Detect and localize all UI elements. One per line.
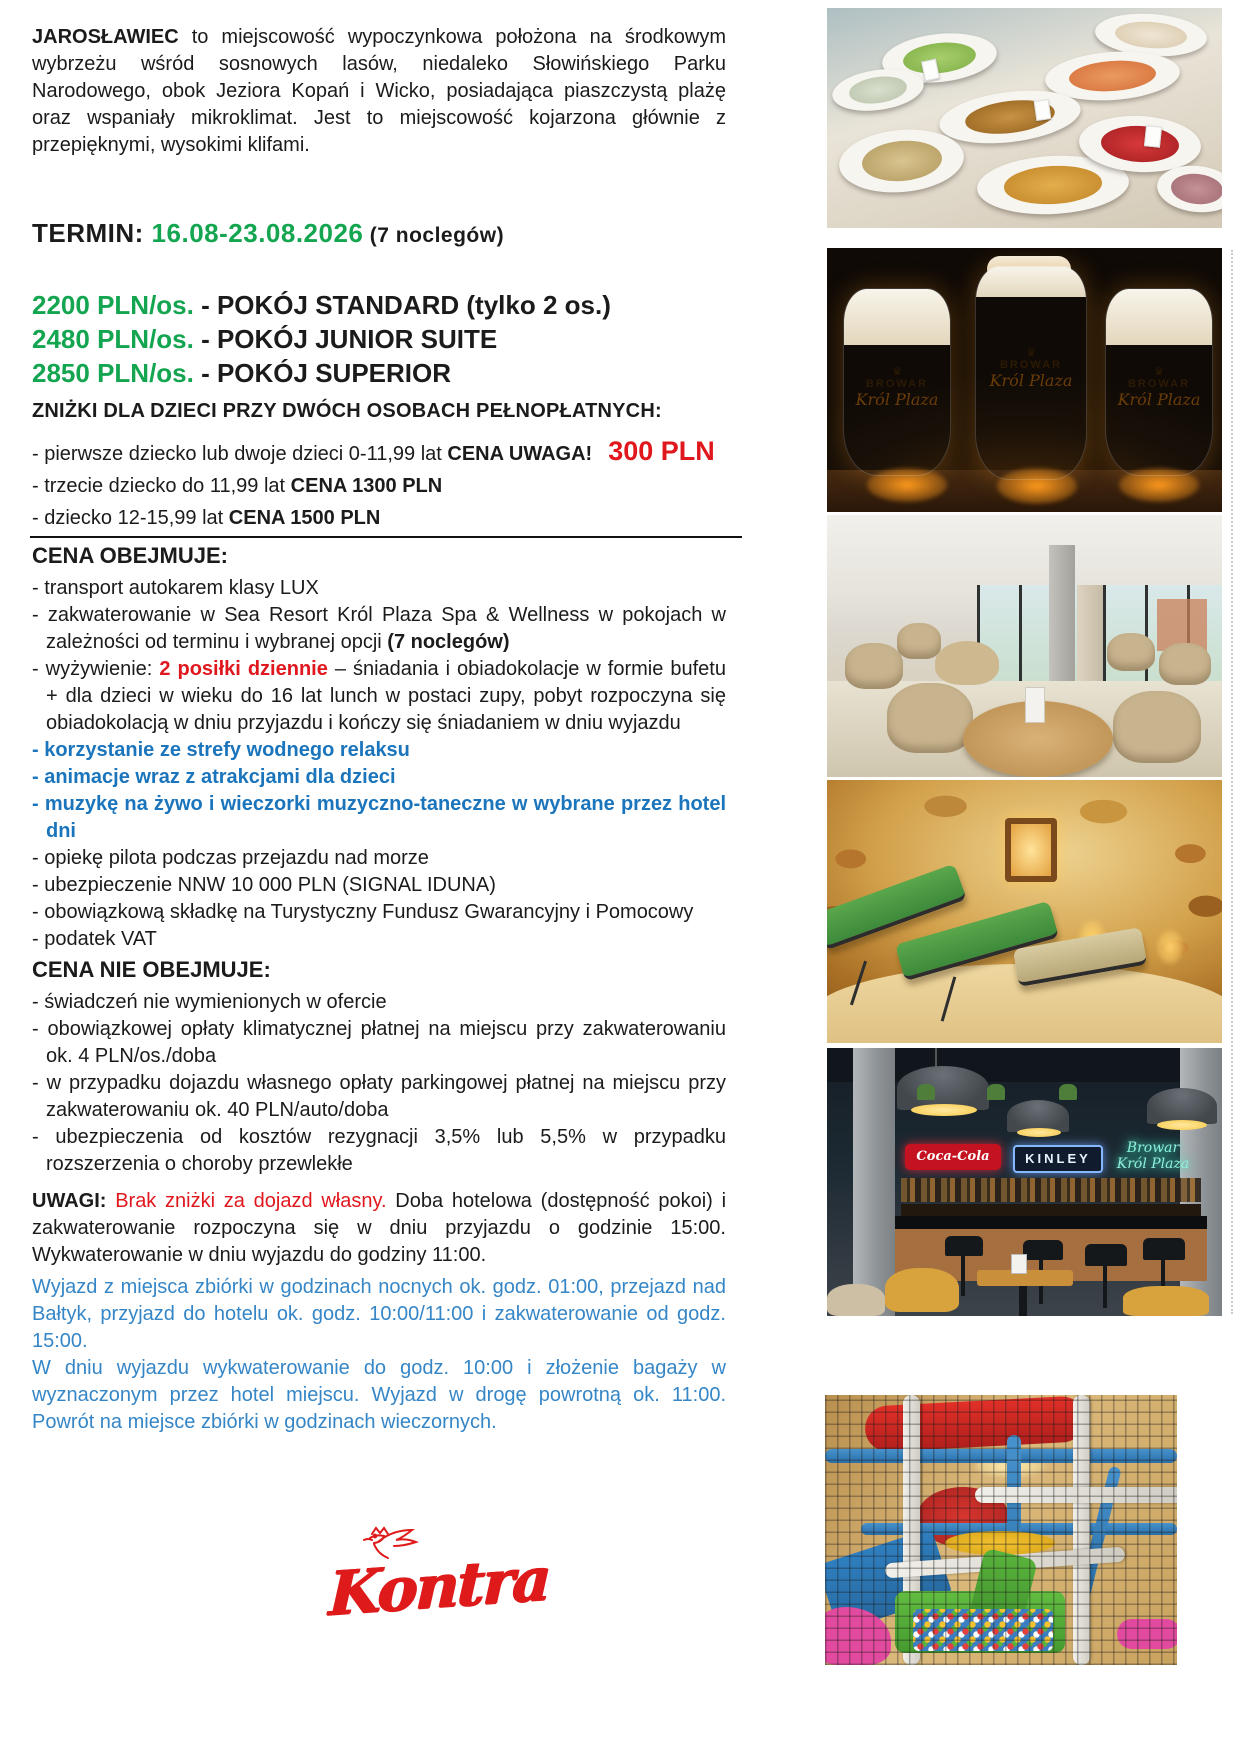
salad [901, 39, 977, 77]
discount-cena: CENA 1300 PLN [290, 475, 443, 497]
uwagi-rest: Doba hotelowa (dostępność pokoi) i zakwaterowanie rozpoczyna się w dniu przyjazdu o godzinie 15:00. Wykwaterowanie w dniu wyjazdu do godziny 11:00. [32, 1190, 727, 1266]
discount-item-1 [32, 435, 732, 470]
glass-label [976, 348, 1086, 390]
photo-salt-cave [827, 780, 1222, 1043]
intro-paragraph [32, 24, 726, 159]
photo-buffet [827, 8, 1222, 228]
include-meals-red: 2 posiłki dziennie [159, 658, 328, 680]
include-item: - obowiązkową składkę na Turystyczny Fundusz Gwarancyjny i Pomocowy [32, 901, 694, 923]
stool-leg [961, 1256, 965, 1296]
beer-foam [976, 267, 1086, 297]
include-item-live-music: - muzykę na żywo i wieczorki muzyczno-taneczne w wybrane przez hotel dni [32, 793, 726, 842]
beer-foam [844, 289, 950, 345]
lamp-glow [1157, 1120, 1207, 1130]
bar-stool [945, 1236, 983, 1256]
discount-text: - pierwsze dziecko lub dwoje dzieci 0-11,99 lat [32, 443, 448, 465]
rice-dish [1114, 19, 1187, 51]
curtain [1077, 585, 1103, 685]
discount-text: - dziecko 12-15,99 lat [32, 507, 229, 529]
beige-armchair [827, 1284, 885, 1316]
menu-card [1025, 687, 1045, 723]
schedule-departure: Wyjazd z miejsca zbiórki w godzinach nocnych ok. godz. 01:00, przejazd nad Bałtyk, przyjazd do hotelu ok. godz. 10:00/11:00 i zakwaterowanie od godz. 15:00. [32, 1276, 726, 1352]
uwagi-label: UWAGI: [32, 1190, 116, 1212]
pillar [1049, 545, 1075, 695]
schedule-paragraphs [32, 1274, 726, 1436]
yellow-armchair [1123, 1286, 1209, 1316]
crown-icon: ♛ [1026, 346, 1036, 359]
armchair [897, 623, 941, 659]
plate-herring [830, 64, 927, 116]
glass-brand-script: Król Plaza [1117, 390, 1201, 410]
wooden-lantern [1005, 818, 1057, 882]
termin-nights: (7 noclegów) [363, 224, 505, 247]
armchair-foreground [887, 683, 973, 753]
discount-item-2 [32, 470, 732, 502]
termin-date: 16.08-23.08.2026 [151, 218, 364, 248]
include-item: - ubezpieczenie NNW 10 000 PLN (SIGNAL IDUNA) [32, 874, 496, 896]
price-line-superior [32, 356, 611, 390]
crown-icon: ♛ [1154, 366, 1164, 379]
buffet-label-card [1144, 125, 1162, 148]
exclude-item: - w przypadku dojazdu własnego opłaty parkingowej płatnej na miejscu przy zakwaterowaniu ok. 40 PLN/auto/doba [32, 1072, 726, 1121]
neon-browar-line2: Król Plaza [1116, 1156, 1190, 1172]
price-line-standard [32, 288, 611, 322]
neon-sign-kinley: KINLEY [1013, 1145, 1103, 1173]
yellow-armchair [885, 1268, 959, 1312]
section-divider [30, 536, 742, 538]
photo-beer-glasses [827, 248, 1222, 512]
photo-hotel-bar [827, 1048, 1222, 1316]
neon-sign-cola: Coca-Cola [905, 1144, 1001, 1170]
page-edge-guide [1231, 250, 1233, 1314]
exclude-item: - obowiązkowej opłaty klimatycznej płatnej na miejscu przy zakwaterowaniu ok. 4 PLN/os./doba [32, 1018, 726, 1067]
glass-brand-script: Król Plaza [989, 370, 1073, 390]
exclude-item: - świadczeń nie wymienionych w ofercie [32, 991, 387, 1013]
armchair-foreground [1113, 691, 1201, 763]
includes-section [32, 542, 726, 953]
include-item-animations: - animacje wraz z atrakcjami dla dzieci [32, 766, 396, 788]
price-list [32, 288, 611, 390]
termin-heading [32, 218, 504, 249]
include-text: - wyżywienie: [32, 658, 160, 680]
price-amount: 2480 PLN/os. [32, 324, 194, 354]
discount-cena: CENA UWAGA! [447, 443, 593, 465]
armchair [1159, 643, 1211, 685]
include-text: - zakwaterowanie w Sea Resort Król Plaza Spa & Wellness w pokojach w zależności od terminu i wybranej opcji [32, 604, 726, 653]
armchair [1107, 633, 1155, 671]
neon-browar-line1: Browar [1126, 1140, 1180, 1156]
excludes-section [32, 956, 726, 1178]
lamp-glow [1017, 1128, 1061, 1137]
include-item: - transport autokarem klasy LUX [32, 577, 319, 599]
glass-brand: BROWAR [999, 358, 1063, 371]
dining-chair [935, 641, 999, 685]
smoked-salmon [1068, 58, 1156, 95]
candle-glow [1157, 930, 1183, 964]
discounts-heading: ZNIŻKI DLA DZIECI PRZY DWÓCH OSOBACH PEŁNOPŁATNYCH: [32, 400, 662, 422]
includes-heading: CENA OBEJMUJE: [32, 543, 228, 568]
price-amount: 2200 PLN/os. [32, 290, 194, 320]
intro-lead: JAROSŁAWIEC [32, 26, 179, 48]
beer-glass-center [975, 266, 1087, 480]
armchair [845, 643, 903, 689]
include-item [32, 656, 726, 737]
table-leg [1019, 1286, 1027, 1316]
glass-brand: BROWAR [1127, 378, 1191, 391]
schedule-return: W dniu wyjazdu wykwaterowanie do godz. 10:00 i złożenie bagaży w wyznaczonym przez hotel miejscu. Wyjazd w drogę powrotną ok. 11:00. Powrót na miejsce zbiórki w godzinach wieczornych. [32, 1357, 726, 1433]
cold-cuts [1170, 172, 1222, 207]
glass-brand-script: Król Plaza [855, 390, 939, 410]
exclude-item: - ubezpieczenia od kosztów rezygnacji 3,5% lub 5,5% w przypadku rozszerzenia o choroby przewlekłe [32, 1126, 726, 1175]
croquettes [1003, 164, 1102, 206]
price-room: - POKÓJ JUNIOR SUITE [193, 324, 498, 354]
potted-plant [1059, 1084, 1077, 1100]
include-item [32, 602, 726, 656]
include-item: - podatek VAT [32, 928, 157, 950]
bar-stool [1143, 1238, 1185, 1260]
price-line-junior-suite [32, 322, 611, 356]
plate-smoked-fish [936, 84, 1083, 151]
termin-label: TERMIN: [32, 218, 152, 248]
glass-label [1106, 367, 1212, 409]
concrete-pillar [853, 1048, 895, 1316]
discount-price-red: 300 PLN [608, 436, 715, 466]
safety-net-overlay [825, 1395, 1177, 1665]
discount-cena: CENA 1500 PLN [228, 507, 381, 529]
menu-stand [1011, 1254, 1027, 1274]
photo-restaurant [827, 515, 1222, 777]
bar-stool [1085, 1244, 1127, 1266]
include-item: - opiekę pilota podczas przejazdu nad morze [32, 847, 429, 869]
include-nights-bold: (7 noclegów) [387, 631, 510, 653]
kontra-logo [306, 1528, 550, 1648]
kontra-logo-text: Kontra [327, 1544, 550, 1630]
price-amount: 2850 PLN/os. [32, 358, 194, 388]
beef-carpaccio [1100, 124, 1180, 164]
buffet-label-card [1034, 99, 1052, 121]
crown-icon: ♛ [892, 366, 902, 379]
bar-stool [1023, 1240, 1063, 1260]
price-room: - POKÓJ SUPERIOR [193, 358, 452, 388]
uwagi-paragraph [32, 1188, 726, 1269]
bottle-shelf [901, 1178, 1201, 1202]
neon-sign-browar [1111, 1140, 1195, 1172]
include-item-water-zone: - korzystanie ze strefy wodnego relaksu [32, 739, 410, 761]
potted-plant [987, 1084, 1005, 1100]
lamp-glow [911, 1104, 977, 1116]
uwagi-red-note: Brak zniżki za dojazd własny. [115, 1190, 387, 1212]
glass-brand: BROWAR [865, 378, 929, 391]
discount-text: - trzecie dziecko do 11,99 lat [32, 475, 291, 497]
beer-glass-right [1105, 288, 1213, 476]
discount-item-3 [32, 502, 732, 534]
intro-rest: to miejscowość wypoczynkowa położona na środkowym wybrzeżu wśród sosnowych lasów, niedaleko Słowińskiego Parku Narodowego, obok Jeziora Kopań i Wicko, posiadająca piaszczystą plażę oraz wspaniały mikroklimat. Jest to miejscowość kojarzona głównie z przepięknymi, wysokimi klifami. [32, 26, 726, 156]
pendant-lamp [1147, 1088, 1217, 1124]
excludes-heading: CENA NIE OBEJMUJE: [32, 957, 271, 982]
stool-leg [1103, 1266, 1107, 1308]
herring [847, 73, 909, 107]
glass-label [844, 367, 950, 409]
price-room: - POKÓJ STANDARD (tylko 2 os.) [193, 290, 611, 320]
include-text: – śniadania i obiadokolacje w formie bufetu + dla dzieci w wieku do 16 lat lunch w postaci zupy, pobyt rozpoczyna się obiadokolacją w dniu przyjazdu i kończy się śniadaniem w dniu wyjazdu [46, 658, 726, 734]
beer-glass-left [843, 288, 951, 476]
potted-plant [917, 1084, 935, 1100]
bar-counter-top [895, 1216, 1207, 1229]
photo-playground [825, 1395, 1177, 1665]
beer-foam [1106, 289, 1212, 345]
meat-aspic [860, 138, 943, 185]
back-counter [901, 1204, 1201, 1216]
discounts-section [32, 400, 732, 534]
